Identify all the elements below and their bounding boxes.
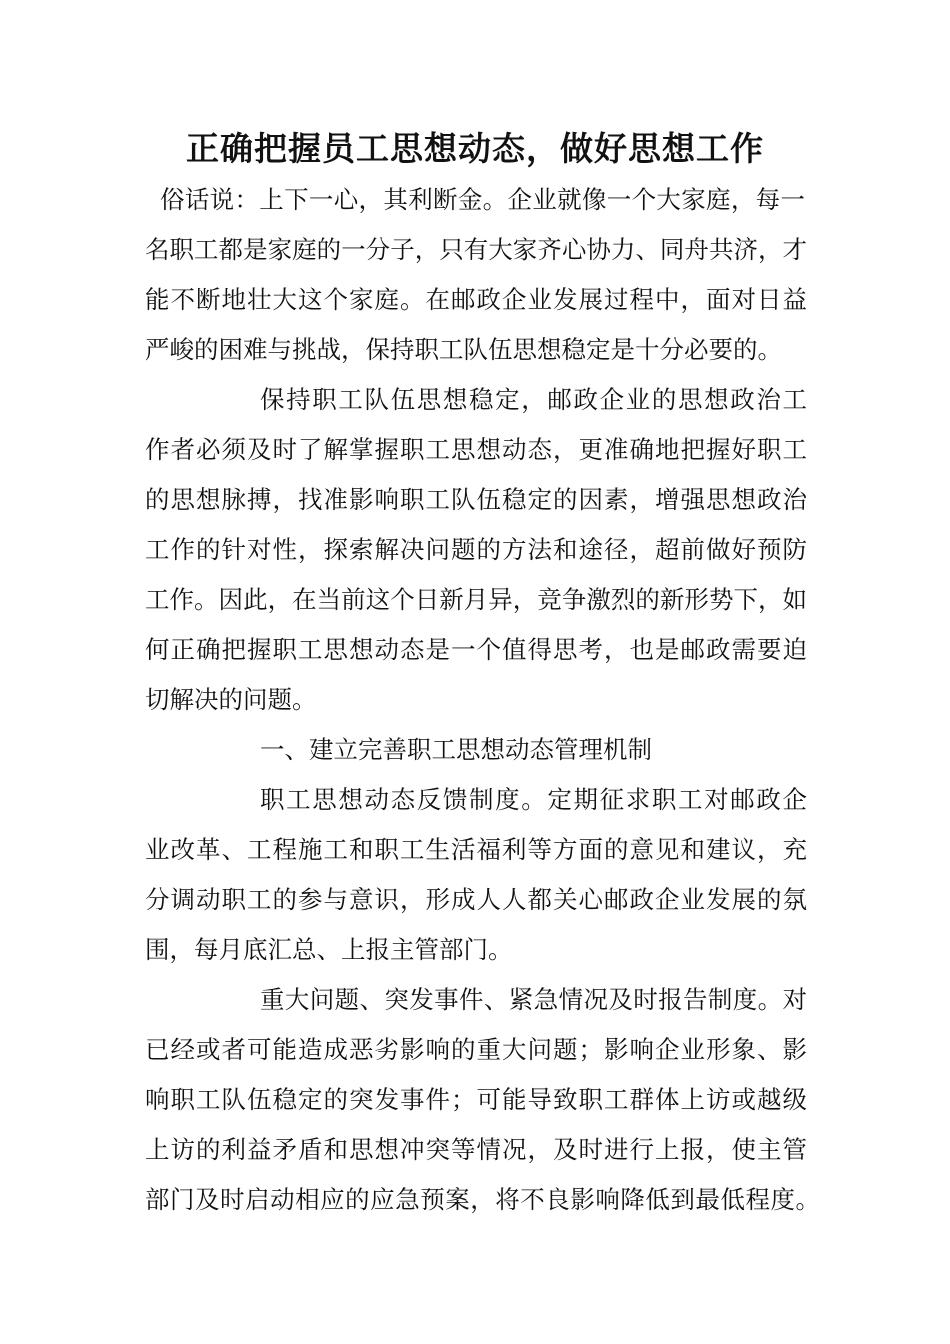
paragraph-line: 重大问题、突发事件、紧急情况及时报告制度。对 [260, 985, 807, 1014]
paragraph-line: 能不断地壮大这个家庭。在邮政企业发展过程中，面对日益 [145, 285, 807, 314]
document-title: 正确把握员工思想动态，做好思想工作 [186, 129, 764, 168]
paragraph-line: 业改革、工程施工和职工生活福利等方面的意见和建议，充 [145, 835, 807, 864]
paragraph-line: 上访的利益矛盾和思想冲突等情况，及时进行上报，使主管 [145, 1135, 807, 1164]
paragraph-line: 部门及时启动相应的应急预案，将不良影响降低到最低程度。 [145, 1185, 820, 1214]
paragraph-line: 工作的针对性，探索解决问题的方法和途径，超前做好预防 [145, 535, 807, 564]
paragraph-line: 响职工队伍稳定的突发事件；可能导致职工群体上访或越级 [145, 1085, 807, 1114]
paragraph-line: 作者必须及时了解掌握职工思想动态，更准确地把握好职工 [145, 435, 807, 464]
paragraph-line: 已经或者可能造成恶劣影响的重大问题；影响企业形象、影 [145, 1035, 807, 1064]
paragraph-line: 严峻的困难与挑战，保持职工队伍思想稳定是十分必要的。 [145, 335, 782, 364]
paragraph-line: 围，每月底汇总、上报主管部门。 [145, 935, 513, 964]
section-heading: 一、建立完善职工思想动态管理机制 [260, 735, 652, 764]
paragraph-line: 职工思想动态反馈制度。定期征求职工对邮政企 [260, 785, 807, 814]
paragraph-line: 何正确把握职工思想动态是一个值得思考，也是邮政需要迫 [145, 635, 807, 664]
paragraph-line: 保持职工队伍思想稳定，邮政企业的思想政治工 [260, 385, 807, 414]
paragraph-line: 名职工都是家庭的一分子，只有大家齐心协力、同舟共济，才 [145, 235, 807, 264]
paragraph-line: 俗话说：上下一心，其利断金。企业就像一个大家庭，每一 [160, 185, 805, 214]
paragraph-line: 工作。因此，在当前这个日新月异，竞争激烈的新形势下，如 [145, 585, 807, 614]
paragraph-line: 切解决的问题。 [145, 685, 317, 714]
paragraph-line: 分调动职工的参与意识，形成人人都关心邮政企业发展的氛 [145, 885, 807, 914]
paragraph-line: 的思想脉搏，找准影响职工队伍稳定的因素，增强思想政治 [145, 485, 807, 514]
